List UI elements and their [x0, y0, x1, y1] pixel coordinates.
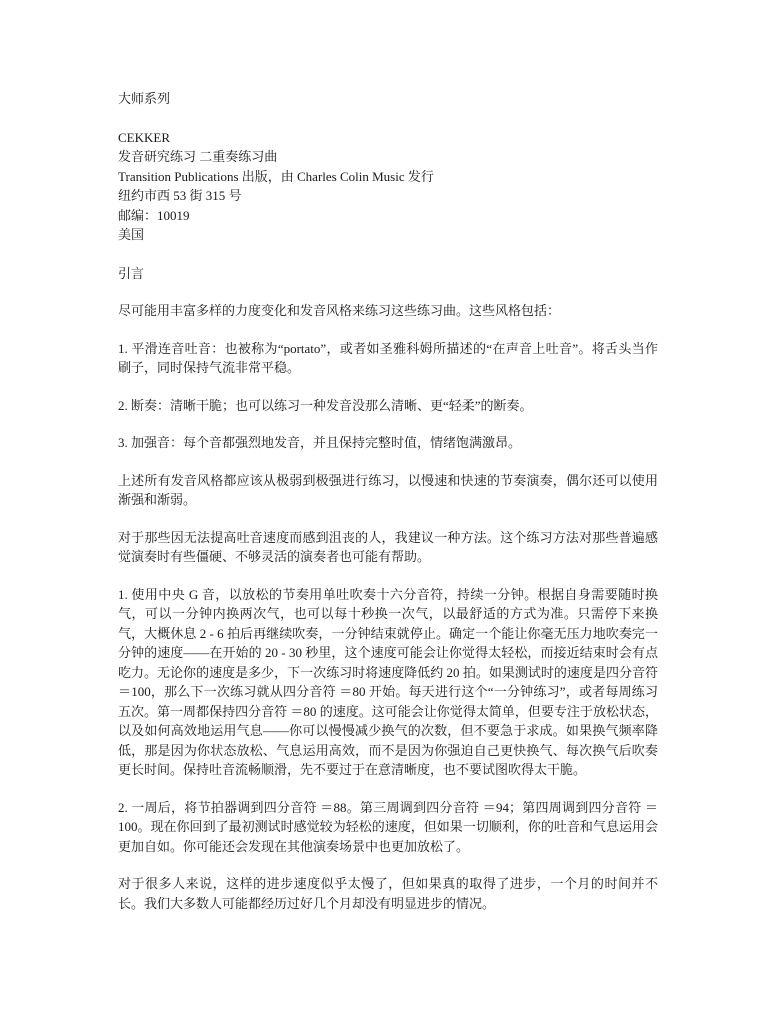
- paragraph-style-3: 3. 加强音：每个音都强烈地发音，并且保持完整时值，情绪饱满激昂。: [118, 435, 522, 450]
- paragraph-style-1: 1. 平滑连音吐音：也被称为“portato”，或者如圣雅科姆所描述的“在声音上吐音”。将舌头当作刷子，同时保持气流非常平稳。: [118, 340, 658, 375]
- paragraph-closing: 对于很多人来说，这样的进步速度似乎太慢了，但如果真的取得了进步，一个月的时间并不长。我们大多数人可能都经历过好几个月却没有明显进步的情况。: [118, 876, 658, 911]
- document-page: [118, 89, 658, 913]
- paragraph-intro: 尽可能用丰富多样的力度变化和发音风格来练习这些练习曲。这些风格包括：: [118, 303, 561, 318]
- author-name: CEKKER: [118, 129, 170, 145]
- section-title: 引言: [118, 265, 145, 281]
- publisher-line: Transition Publications 出版，由 Charles Colin Music 发行: [118, 168, 434, 184]
- paragraph-method-intro: 对于那些因无法提高吐音速度而感到沮丧的人，我建议一种方法。这个练习方法对那些普遍感觉演奏时有些僵硬、不够灵活的演奏者也可能有帮助。: [118, 529, 658, 564]
- publication-info: [118, 128, 658, 245]
- series-header: [118, 89, 658, 109]
- address-line: 纽约市西 53 街 315 号: [118, 188, 242, 203]
- book-title: 发音研究练习 二重奏练习曲: [118, 149, 278, 164]
- paragraph-step-1: 1. 使用中央 G 音，以放松的节奏用单吐吹奏十六分音符，持续一分钟。根据自身需要随时换气，可以一分钟内换两次气，也可以每十秒换一次气，以最舒适的方式为准。只需停下来换气，大概休息 2 - 6 拍后再继续吹奏，一分钟结束就停止。确定一个能让你毫无压力地吹奏完一分钟的速度——在开始的 20 - 30 秒里，这个速度可能会让你觉得太轻松，而接近结束时会有点吃力。无论你的速度是多少，下一次练习时将速度降低约 20 拍。如果测试时的速度是四分音符 ＝100，那么下一次练习就从四分音符 ＝80 开始。每天进行这个“一分钟练习”，或者每周练习五次。第一周都保持四分音符 ＝80 的速度。这可能会让你觉得太简单，但要专注于放松状态，以及如何高效地运用气息——你可以慢慢减少换气的次数，但不要急于求成。如果换气频率降低，那是因为你状态放松、气息运用高效，而不是因为你强迫自己更快换气、每次换气后吹奏更长时间。保持吐音流畅顺滑，先不要过于在意清晰度，也不要试图吹得太干脆。: [118, 586, 658, 777]
- country-line: 美国: [118, 227, 145, 242]
- paragraph-step-2: 2. 一周后，将节拍器调到四分音符 ＝88。第三周调到四分音符 ＝94；第四周调到四分音符 ＝100。现在你回到了最初测试时感觉较为轻松的速度，但如果一切顺利，你的吐音和气息运用会更加自如。你可能还会发现在其他演奏场景中也更加放松了。: [118, 799, 658, 854]
- series-title: 大师系列: [118, 91, 171, 106]
- section-heading: [118, 264, 658, 284]
- postal-line: 邮编：10019: [118, 207, 190, 223]
- paragraph-dynamics: 上述所有发音风格都应该从极弱到极强进行练习，以慢速和快速的节奏演奏，偶尔还可以使用渐强和渐弱。: [118, 472, 658, 507]
- paragraph-style-2: 2. 断奏：清晰干脆；也可以练习一种发音没那么清晰、更“轻柔”的断奏。: [118, 397, 533, 413]
